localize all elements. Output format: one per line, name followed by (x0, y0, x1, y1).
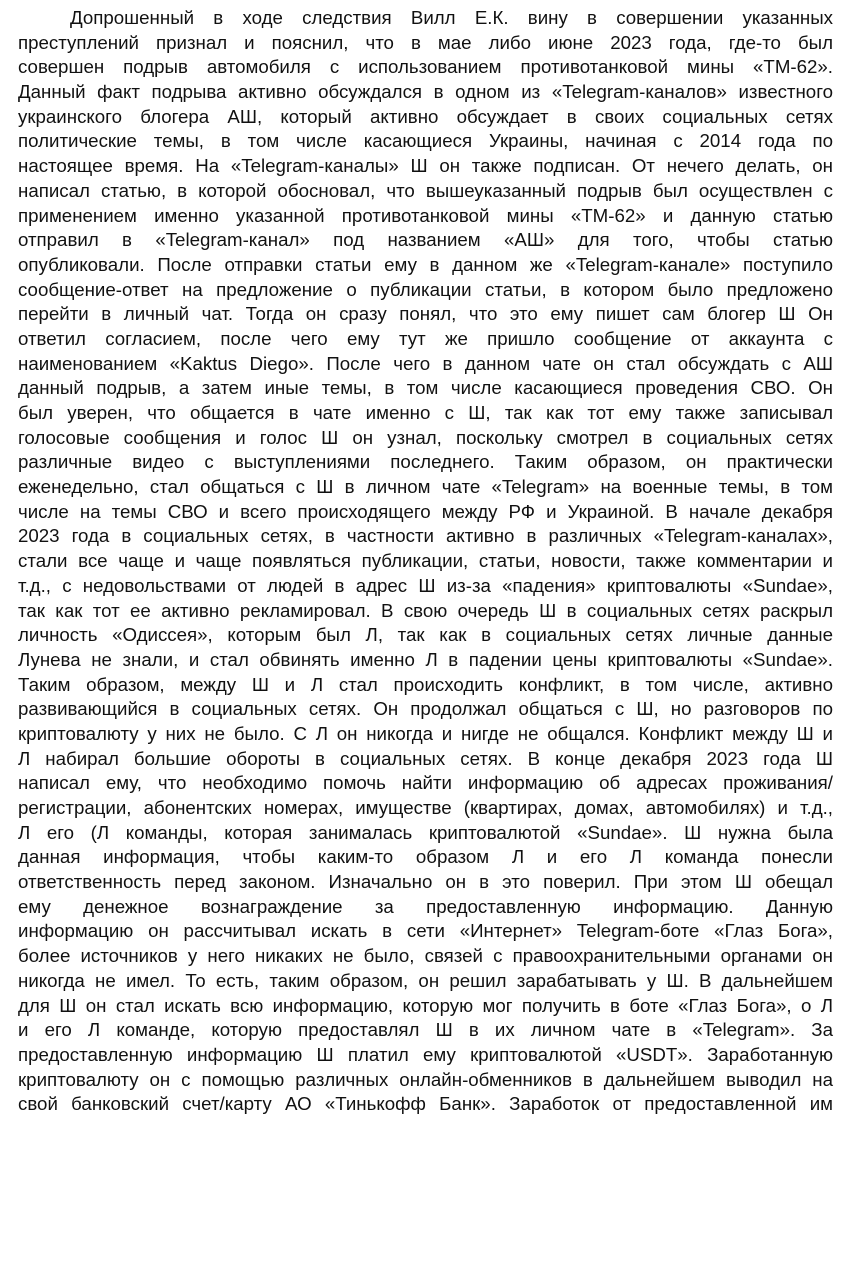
text-line: настоящее время. На «Telegram-каналы» Ш он также подписан. От нечего делать, он (18, 155, 833, 177)
text-line: ответственность перед законом. Изначально он в это поверил. При этом Ш обещал (18, 871, 833, 893)
text-line: Допрошенный в ходе следствия Вилл Е.К. вину в совершении указанных (70, 7, 833, 28)
text-line: украинского блогера АШ, который активно обсуждает в своих социальных сетях (18, 105, 833, 127)
text-line: данный подрыв, а затем иные темы, в том числе касающиеся проведения СВО. Он (18, 377, 833, 399)
text-line: более источников у него никаких не было, связей с правоохранительными органами он (18, 945, 833, 967)
text-line: развивающийся в социальных сетях. Он продолжал общаться с Ш, но разговоров по (18, 698, 833, 720)
text-line: Таким образом, между Ш и Л стал происходить конфликт, в том числе, активно (18, 673, 833, 695)
text-line: стали все чаще и чаще появляться публикации, статьи, новости, также комментарии и (18, 550, 833, 572)
text-line: криптовалюту он с помощью различных онлайн-обменников в дальнейшем выводил на (18, 1068, 833, 1090)
text-line: информацию он рассчитывал искать в сети «Интернет» Telegram-боте «Глаз Бога», (18, 920, 833, 942)
text-line: личность «Одиссея», которым был Л, так как в социальных сетях личные данные (18, 624, 833, 646)
text-line: сообщение-ответ на предложение о публикации статьи, в котором было предложено (18, 278, 833, 300)
text-line: применением именно указанной противотанковой мины «ТМ-62» и данную статью (18, 204, 833, 226)
text-line: политические темы, в том числе касающиеся Украины, начиная с 2014 года по (18, 130, 833, 152)
text-line: регистрации, абонентских номерах, имуществе (квартирах, домах, автомобилях) и т.д., (18, 797, 833, 818)
text-line: Лунева не знали, и стал обвинять именно Л в падении цены криптовалюты «Sundae». (18, 648, 833, 670)
text-line: был уверен, что общается в чате именно с Ш, так как тот ему также записывал (18, 402, 833, 423)
text-line: Л его (Л команды, которая занималась криптовалютой «Sundae». Ш нужна была (18, 821, 833, 843)
text-line: криптовалюту у них не было. С Л он никогда и нигде не общался. Конфликт между Ш и (18, 722, 833, 744)
text-line: ответил согласием, после чего ему тут же пришло сообщение от аккаунта с (18, 327, 833, 349)
text-line: и его Л команде, которую предоставлял Ш в их личном чате в «Telegram». За (18, 1019, 833, 1041)
text-line: написал статью, в которой обосновал, что вышеуказанный подрыв был осуществлен с (18, 179, 833, 201)
text-line: различные видео с выступлениями последнего. Таким образом, он практически (18, 451, 833, 473)
text-line: еженедельно, стал общаться с Ш в личном чате «Telegram» на военные темы, в том (18, 476, 833, 498)
text-line: Л набирал большие обороты в социальных сетях. В конце декабря 2023 года Ш (18, 747, 833, 769)
text-line: преступлений признал и пояснил, что в мае либо июне 2023 года, где-то был (18, 31, 833, 53)
text-line: т.д., с недовольствами от людей в адрес Ш из-за «падения» криптовалюты «Sundae», (18, 574, 833, 596)
text-line: никогда не имел. То есть, таким образом, он решил зарабатывать у Ш. В дальнейшем (18, 969, 833, 991)
document-text (18, 6, 833, 1117)
text-line: Данный факт подрыва активно обсуждался в одном из «Telegram-каналов» известного (18, 81, 833, 103)
text-line: голосовые сообщения и голос Ш он узнал, поскольку смотрел в социальных сетях (18, 426, 833, 448)
text-line: совершен подрыв автомобиля с использованием противотанковой мины «ТМ-62». (18, 56, 833, 78)
text-line: перейти в личный чат. Тогда он сразу понял, что это ему пишет сам блогер Ш Он (18, 303, 833, 325)
text-line: отправил в «Telegram-канал» под названием «АШ» для того, чтобы статью (18, 229, 833, 251)
text-line: опубликовали. После отправки статьи ему в данном же «Telegram-канале» поступило (18, 253, 833, 275)
text-line: 2023 года в социальных сетях, в частности активно в различных «Telegram-каналах», (18, 525, 833, 547)
text-line: предоставленную информацию Ш платил ему криптовалютой «USDT». Заработанную (18, 1043, 833, 1065)
text-line: свой банковский счет/карту АО «Тинькофф Банк». Заработок от предоставленной им (18, 1093, 833, 1115)
text-line: данная информация, чтобы каким-то образом Л и его Л команда понесли (18, 846, 833, 868)
text-line: написал ему, что необходимо помочь найти информацию об адресах проживания/ (18, 772, 833, 794)
text-line: наименованием «Kaktus Diego». После чего в данном чате он стал обсуждать с АШ (18, 352, 833, 374)
text-line: ему денежное вознаграждение за предоставленную информацию. Данную (18, 895, 833, 917)
text-line: так как тот ее активно рекламировал. В свою очередь Ш в социальных сетях раскрыл (18, 599, 833, 621)
text-line: для Ш он стал искать всю информацию, которую мог получить в боте «Глаз Бога», о Л (18, 994, 833, 1016)
text-line: числе на темы СВО и всего происходящего между РФ и Украиной. В начале декабря (18, 500, 833, 522)
